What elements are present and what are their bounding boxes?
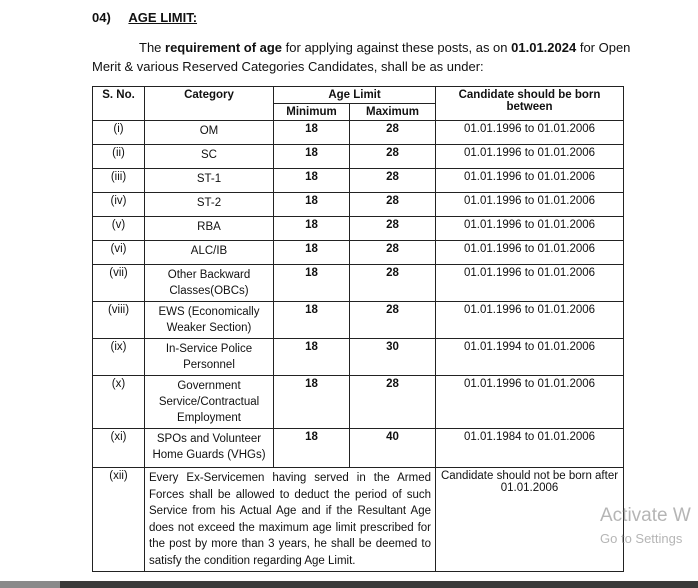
row-sno: (xi) [93,429,145,468]
row-category: Other Backward Classes(OBCs) [145,265,274,302]
row-category: RBA [145,217,274,241]
row-born-range: 01.01.1996 to 01.01.2006 [436,265,624,302]
table-row [93,429,624,468]
header-sno: S. No. [93,87,145,121]
intro-text-mid: for applying against these posts, as on [282,40,512,55]
row-minimum: 18 [274,145,350,169]
intro-paragraph [92,38,662,76]
row-category: OM [145,121,274,145]
row-category: ST-1 [145,169,274,193]
row-sno: (ii) [93,145,145,169]
row-sno: (iv) [93,193,145,217]
watermark-line2: Go to Settings [600,531,683,546]
table-row [93,376,624,429]
row-category: ST-2 [145,193,274,217]
row-born-range: 01.01.1996 to 01.01.2006 [436,121,624,145]
row-born-range: 01.01.1996 to 01.01.2006 [436,302,624,339]
row-sno: (x) [93,376,145,429]
row-minimum: 18 [274,169,350,193]
watermark-line1: Activate W [600,505,691,526]
row-sno: (i) [93,121,145,145]
row-maximum: 28 [350,193,436,217]
row-born-range: 01.01.1996 to 01.01.2006 [436,169,624,193]
table-row-ex-servicemen [93,468,624,572]
row-minimum: 18 [274,193,350,217]
row-born-note: Candidate should not be born after 01.01.2006 [436,468,624,572]
table-row [93,302,624,339]
row-sno: (vi) [93,241,145,265]
row-minimum: 18 [274,302,350,339]
table-row [93,217,624,241]
intro-bold-requirement: requirement of age [165,40,283,55]
section-number: 04) [92,10,111,25]
row-minimum: 18 [274,376,350,429]
table-row [93,145,624,169]
table-row [93,121,624,145]
row-sno: (vii) [93,265,145,302]
row-born-range: 01.01.1994 to 01.01.2006 [436,339,624,376]
intro-bold-date: 01.01.2024 [511,40,577,55]
row-sno: (ix) [93,339,145,376]
row-maximum: 28 [350,217,436,241]
row-minimum: 18 [274,429,350,468]
section-title: AGE LIMIT: [128,10,198,25]
taskbar-strip [0,581,698,588]
table-row [93,265,624,302]
age-limit-table [92,86,624,572]
row-maximum: 28 [350,145,436,169]
row-born-range: 01.01.1984 to 01.01.2006 [436,429,624,468]
row-sno: (v) [93,217,145,241]
row-maximum: 28 [350,241,436,265]
row-born-range: 01.01.1996 to 01.01.2006 [436,376,624,429]
row-born-range: 01.01.1996 to 01.01.2006 [436,193,624,217]
row-maximum: 30 [350,339,436,376]
row-category: Government Service/Contractual Employment [145,376,274,429]
row-minimum: 18 [274,121,350,145]
table-row [93,193,624,217]
row-minimum: 18 [274,241,350,265]
intro-text-post: for Open Merit & various Reserved Categories Candidates, shall be as under: [92,40,631,74]
table-row [93,169,624,193]
header-born-between: Candidate should be born between [436,87,624,121]
row-maximum: 28 [350,376,436,429]
row-category: SC [145,145,274,169]
row-minimum: 18 [274,265,350,302]
row-maximum: 28 [350,302,436,339]
row-category: SPOs and Volunteer Home Guards (VHGs) [145,429,274,468]
row-minimum: 18 [274,339,350,376]
row-category: EWS (Economically Weaker Section) [145,302,274,339]
ex-servicemen-note: Every Ex-Servicemen having served in the Armed Forces shall be allowed to deduct the period of such Service from his Actual Age and if the Resultant Age does not exceed the maximum age limit prescribed for the post by more than 3 years, he shall be deemed to satisfy the condition regarding Age Limit. [145,468,436,572]
row-sno: (viii) [93,302,145,339]
row-sno: (iii) [93,169,145,193]
intro-text-pre: The [139,40,166,55]
row-category: In-Service Police Personnel [145,339,274,376]
section-heading [92,10,197,25]
header-minimum: Minimum [274,104,350,121]
row-born-range: 01.01.1996 to 01.01.2006 [436,241,624,265]
row-minimum: 18 [274,217,350,241]
row-sno: (xii) [93,468,145,572]
row-born-range: 01.01.1996 to 01.01.2006 [436,217,624,241]
activate-windows-watermark [600,505,691,546]
table-row [93,241,624,265]
header-age-limit: Age Limit [274,87,436,104]
row-maximum: 28 [350,169,436,193]
row-born-range: 01.01.1996 to 01.01.2006 [436,145,624,169]
header-category: Category [145,87,274,121]
table-row [93,339,624,376]
row-maximum: 40 [350,429,436,468]
row-category: ALC/IB [145,241,274,265]
header-maximum: Maximum [350,104,436,121]
row-maximum: 28 [350,265,436,302]
row-maximum: 28 [350,121,436,145]
